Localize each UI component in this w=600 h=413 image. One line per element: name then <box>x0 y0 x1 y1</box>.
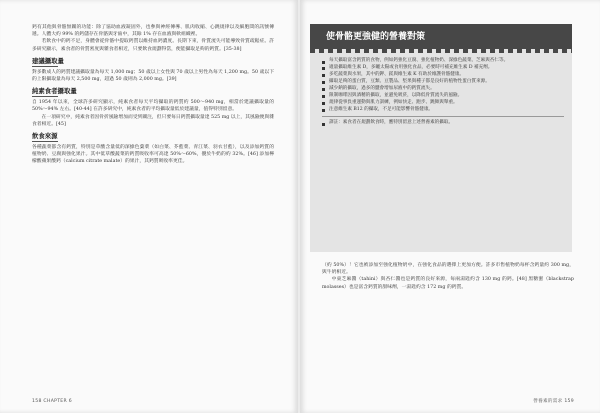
right-column <box>322 262 574 291</box>
sidebar-list-item: 規律從事負重運動與肌力訓練，例如快走、跑步、跳舞與舉重。 <box>322 100 564 107</box>
section-heading <box>32 131 274 142</box>
sidebar-list-item: 每天攝取富含鈣質的食物，例如鈣強化豆腐、強化植物奶、深綠色蔬菜、芝麻與杏仁等。 <box>322 58 564 65</box>
sidebar-list-item: 適量攝取維生素 D，多曬太陽或食用強化食品，必要時可補充維生素 D 補充劑。 <box>322 65 564 72</box>
sidebar-list-item: 注意維生素 B12 的攝取，不足可能影響骨骼健康。 <box>322 107 564 114</box>
sidebar-list <box>310 50 572 113</box>
heading-underline <box>32 96 58 97</box>
paragraph: 各種蔬菜都含有鈣質，特別是草酸含量低的深綠色葉菜（如白菜、芥藍菜、青江菜、羽衣甘藍），以及添加鈣質的植物奶、豆腐與強化果汁。其中低草酸蔬菜的鈣質吸收率可高達 50%～60%，優於牛奶的約 32%。[46] 添加檸檬酸蘋果酸鈣（calcium citrate malate）的果汁，其鈣質吸收率更佳。 <box>32 145 274 165</box>
paragraph: （約 50%）！它也被添加至強化植物奶中，在強化食品的選擇上更加方便。許多市售植物奶每杯含鈣量約 300 mg，與牛奶相近。 <box>322 263 574 276</box>
sidebar-list-item: 限制咖啡因與酒精的攝取，並避免吸菸，以降低骨質流失的風險。 <box>322 93 564 100</box>
paragraph: 對多數成人的鈣質建議攝取量為每天 1,000 mg；50 歲以上女性與 70 歲以上男性為每天 1,200 mg。50 歲以下的上限攝取量為每天 2,500 mg，超過 50 歲則為 2,000 mg。[39] <box>32 69 274 83</box>
page-footer: 營養素的需求 159 <box>533 399 574 404</box>
heading-underline <box>32 141 58 142</box>
paragraph: 若飲食中的鈣不足，身體會從骨骼中提取鈣質以維持血鈣濃度。長期下來，骨質流失可能導致骨質疏鬆症。許多研究顯示，素食者的骨質密度與雜食者相近，只要飲食規劃得當，便能攝取足夠的鈣質。[35-38] <box>32 39 274 52</box>
paragraph: 鈣有其他與骨骼無關的功能：除了協助血液凝固外，也參與神經傳導、肌肉收縮、心跳規律以及細胞間的訊號傳遞。人體大約 99% 的鈣儲存在骨骼與牙齒中，其餘 1% 存在血液與軟組織裡。 <box>32 25 274 38</box>
heading-underline <box>32 66 58 67</box>
left-column <box>32 24 274 166</box>
paragraph: 自 1954 年以來，全球許多研究顯示，純素食者每天平均攝取的鈣質約 500～940 mg，相當於建議攝取量的 50%～94% 左右。[40-44] 在許多研究中，純素食者的平均攝取量低於建議量，值得特別留意。 <box>32 100 274 113</box>
section-heading-text: 飲食來源 <box>32 132 58 141</box>
right-page <box>300 0 600 413</box>
page-footer: 158 CHAPTER 6 <box>32 399 72 404</box>
sidebar-list-item: 攝取足夠的蛋白質，豆類、豆製品、堅果與種子都是良好的植物性蛋白質來源。 <box>322 79 564 86</box>
left-page <box>0 0 298 413</box>
section-heading <box>32 86 274 97</box>
sidebar-box <box>310 24 572 252</box>
sidebar-list-item: 多吃蔬菜與水果，其中的鉀、鎂與維生素 K 有助於維護骨骼健康。 <box>322 72 564 79</box>
sidebar-note: 譯註：素食者在規劃飲食時，應特別留意上述營養素的攝取。 <box>322 116 564 126</box>
section-heading-text: 建議攝取量 <box>32 56 64 65</box>
section-heading-text: 純素食者攝取量 <box>32 87 77 96</box>
sidebar-title: 使骨骼更強健的營養對策 <box>310 24 572 50</box>
paragraph: 中東芝麻醬（tahini）與杏仁醬也是鈣質的良好來源，每兩湯匙約含 130 mg 的鈣。[48] 黑糖蜜（blackstrap molasses）也是富含鈣質的甜味劑，一湯匙約含 172 mg 的鈣質。 <box>322 277 574 290</box>
sidebar-list-item: 減少鈉的攝取，過多的鹽會增加尿液中的鈣質流失。 <box>322 86 564 93</box>
section-heading <box>32 56 274 67</box>
paragraph: 在一項研究中，純素食者因骨折風險增加而受到關注，但只要每日鈣質攝取量達 525 mg 以上，其風險便與雜食者相近。[45] <box>32 114 275 127</box>
